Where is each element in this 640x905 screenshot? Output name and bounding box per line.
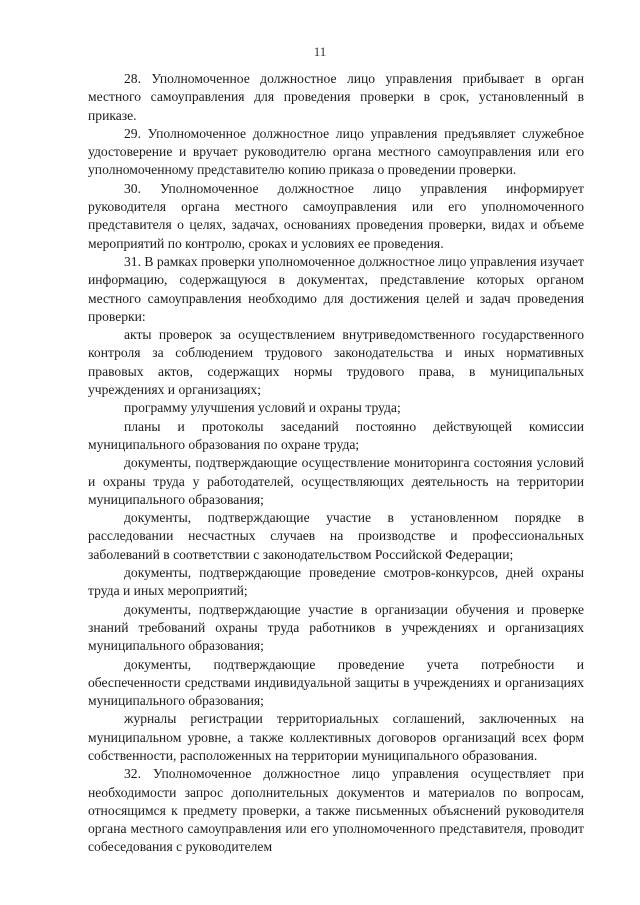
list-item-monitoring-documents: документы, подтверждающие осуществление мониторинга состояния условий и охраны труда у работодателей, осуществляющих деятельность на территории муниципального образования; <box>88 455 584 507</box>
list-item-protective-equipment: документы, подтверждающие проведение учета потребности и обеспеченности средствами индивидуальной защиты в учреждениях и организациях муниципального образования; <box>88 656 584 709</box>
list-item-improvement-program: программу улучшения условий и охраны труда; <box>124 400 401 416</box>
paragraph-32: 32. Уполномоченное должностное лицо управления осуществляет при необходимости запрос дополнительных документов и материалов по вопросам, относящимся к предмету проверки, а также письменных объяснений руководителя органа местного самоуправления или его уполномоченного представителя, проводит собеседования с руководителем <box>88 766 584 855</box>
list-item-contests: документы, подтверждающие проведение смотров-конкурсов, дней охраны труда и иных мероприятий; <box>88 565 584 599</box>
list-item-accident-investigation: документы, подтверждающие участие в установленном порядке в расследовании несчастных случаев на производстве и профессиональных заболеваний в соответствии с законодательством Российской Федерации; <box>88 510 584 562</box>
paragraph-31: 31. В рамках проверки уполномоченное должностное лицо управления изучает информацию, содержащуюся в документах, представление которых органом местного самоуправления необходимо для достижения целей и задач проведения проверки: <box>88 253 584 324</box>
paragraph-28: 28. Уполномоченное должностное лицо управления прибывает в орган местного самоуправления для проведения проверки в срок, установленный в приказе. <box>88 71 584 123</box>
document-body <box>88 70 584 857</box>
paragraph-30: 30. Уполномоченное должностное лицо управления информирует руководителя органа местного самоуправления или его уполномоченного представителя о целях, задачах, основаниях проведения проверки, видах и объеме мероприятий по контролю, сроках и условиях ее проведения. <box>88 180 584 251</box>
list-item-agreements-registry: журналы регистрации территориальных соглашений, заключенных на муниципальном уровне, а также коллективных договоров организаций всех форм собственности, расположенных на территории муниципального образования. <box>88 711 584 763</box>
page-number: 11 <box>313 44 327 59</box>
paragraph-29: 29. Уполномоченное должностное лицо управления предъявляет служебное удостоверение и вручает руководителю органа местного самоуправления или его уполномоченному представителю копию приказа о проведении проверки. <box>88 125 584 178</box>
list-item-inspection-acts: акты проверок за осуществлением внутриведомственного государственного контроля за соблюдением трудового законодательства и иных нормативных правовых актов, содержащих нормы трудового права, в муниципальных учреждениях и организациях; <box>88 327 584 398</box>
list-item-training: документы, подтверждающие участие в организации обучения и проверке знаний требований охраны труда работников в учреждениях и организациях муниципального образования; <box>88 601 584 654</box>
list-item-commission-protocols: планы и протоколы заседаний постоянно действующей комиссии муниципального образования по охране труда; <box>88 418 584 452</box>
